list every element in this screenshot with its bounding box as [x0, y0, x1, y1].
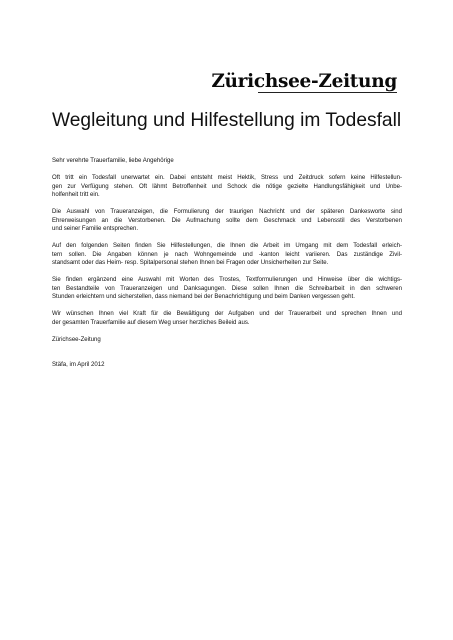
paragraph-line: und seiner Familie entsprechen. — [52, 226, 139, 232]
paragraph-line: Ehrerweisungen an die Verstorbenen. Die Aufmachung sollte dem Geschmack und Lebensstil des Verstorbenen — [52, 217, 402, 224]
paragraph-line: tern sollen. Die Angaben können je nach Wohngemeinde und -kanton leicht variieren. Das zuständige Zivil- — [52, 251, 402, 258]
paragraph-line: Stunden erleichtern und sicherstellen, dass niemand bei der Benachrichtigung und beim Danken vergessen geht. — [52, 294, 355, 300]
signature: Zürichsee-Zeitung — [52, 336, 101, 343]
paragraph-line: Die Auswahl von Traueranzeigen, die Formulierung der traurigen Nachricht und der späteren Dankesworte sind — [52, 209, 402, 215]
paragraph-line: Wir wünschen Ihnen viel Kraft für die Bewältigung der Aufgaben und der Trauerarbeit und sprechen Ihnen und — [52, 311, 402, 317]
paragraph-line: standsamt oder das Heim- resp. Spitalpersonal stehen Ihnen bei Fragen oder Unsicherheiten zur Seite. — [52, 260, 329, 266]
paragraph-2 — [52, 208, 402, 234]
salutation: Sehr verehrte Trauerfamilie, liebe Angehörige — [52, 158, 174, 164]
logo-underline — [258, 92, 397, 93]
paragraph-line: der gesamten Trauerfamilie auf diesem Weg unser herzliches Beileid aus. — [52, 319, 250, 326]
paragraph-line: Sie finden ergänzend eine Auswahl mit Worten des Trostes, Textformulierungen und Hinweise über die wichtigs- — [52, 277, 402, 283]
page-title: Wegleitung und Hilfestellung im Todesfall — [52, 110, 402, 131]
paragraph-line: Oft tritt ein Todesfall unerwartet ein. Dabei entsteht meist Hektik, Stress und Zeitdruck sofern keine Hilfestellun- — [52, 175, 402, 181]
paragraph-line: gen zur Verfügung stehen. Oft lähmt Betroffenheit und Schock die nötige gezielte Handlungsfähigkeit und Unbe- — [52, 183, 402, 190]
paragraph-5 — [52, 310, 402, 327]
paragraph-line: Auf den folgenden Seiten finden Sie Hilfestellungen, die Ihnen die Arbeit im Umgang mit dem Todesfall erleich- — [52, 243, 402, 249]
place-date: Stäfa, im April 2012 — [52, 362, 105, 368]
paragraph-line: ten Bestandteile von Traueranzeigen und Danksagungen. Diese sollen Ihnen die Schreibarbeit in den schweren — [52, 285, 402, 292]
letter-body — [52, 157, 402, 378]
newspaper-logo: Zürichsee-Zeitung — [211, 71, 397, 92]
paragraph-3 — [52, 242, 402, 268]
paragraph-line: holfenheit tritt ein. — [52, 192, 100, 198]
paragraph-4 — [52, 276, 402, 302]
paragraph-1 — [52, 174, 402, 200]
